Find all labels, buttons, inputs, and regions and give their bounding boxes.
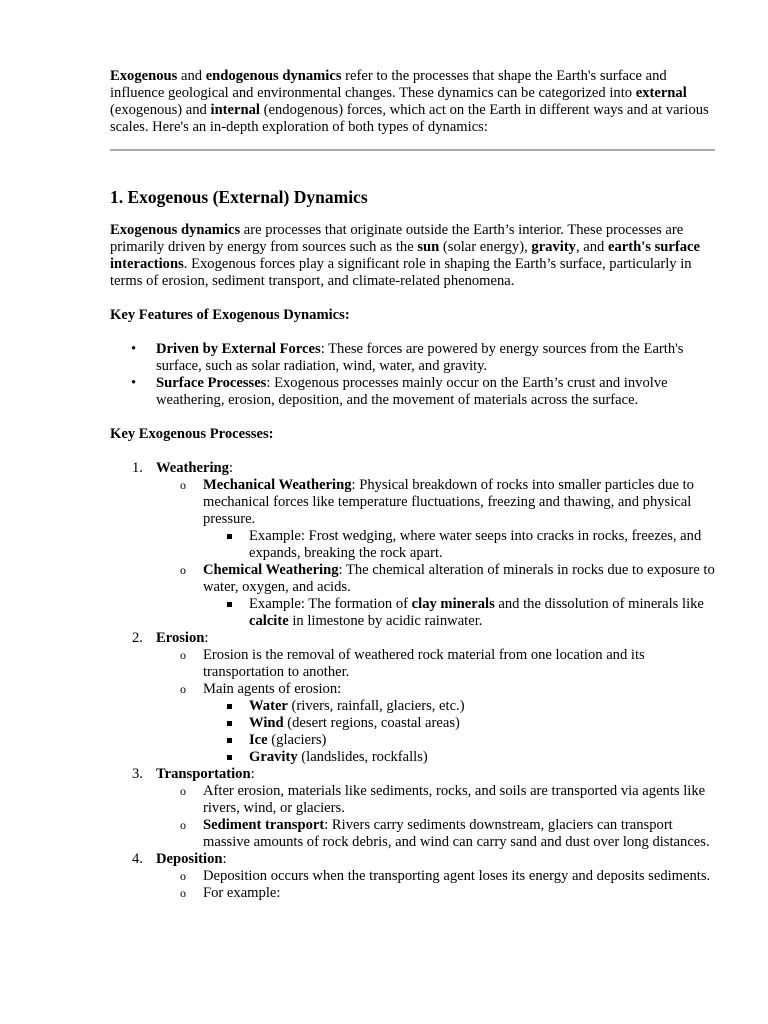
section-paragraph: Exogenous dynamics are processes that originate outside the Earth’s interior. These processes are primarily driven by energy from sources such as the sun (solar energy), gravity, and earth's surface interactions. Exogenous forces play a significant role in shaping the Earth’s surface, particularly in terms of erosion, sediment transport, and climate-related phenomena. bbox=[110, 222, 701, 289]
term-internal: internal bbox=[210, 102, 260, 118]
horizontal-divider bbox=[110, 149, 715, 151]
features-heading: Key Features of Exogenous Dynamics: bbox=[110, 307, 350, 323]
features-list bbox=[110, 341, 715, 409]
list-number: 3. bbox=[132, 766, 143, 782]
list-item: Example: Frost wedging, where water seeps into cracks in rocks, freezes, and expands, breaking the rock apart. bbox=[249, 528, 715, 562]
list-item: • Surface Processes: Exogenous processes mainly occur on the Earth’s crust and involve weathering, erosion, deposition, and the movement of materials across the surface. bbox=[156, 375, 715, 409]
process-erosion: 2. Erosion: o Erosion is the removal of weathered rock material from one location and its transportation to another. o Main agents of erosion: Water (rivers, rainfall, glaciers, etc.) Wind (desert regions, coastal areas) Ice (glaciers) Gravity (landslides, rockfalls) bbox=[156, 630, 715, 766]
list-item: o Erosion is the removal of weathered rock material from one location and its transportation to another. bbox=[203, 647, 715, 681]
list-number: 2. bbox=[132, 630, 143, 646]
list-item: Water (rivers, rainfall, glaciers, etc.) bbox=[249, 698, 715, 715]
sub-list bbox=[156, 477, 715, 630]
process-weathering: 1. Weathering: o Mechanical Weathering: Physical breakdown of rocks into smaller particles due to mechanical forces like temperature fluctuations, freezing and thawing, and physical pressure. Example: Frost wedging, where water seeps into cracks in rocks, freezes, and expands, breaking the rock apart. o Chemical Weathering: The chemical alteration of minerals in rocks due to exposure to water, oxygen, and acids. Example: The formation of clay minerals and the dissolution of minerals like calcite in limestone by acidic rainwater. bbox=[156, 460, 715, 630]
list-item: o Mechanical Weathering: Physical breakdown of rocks into smaller particles due to mechanical forces like temperature fluctuations, freezing and thawing, and physical pressure. Example: Frost wedging, where water seeps into cracks in rocks, freezes, and expands, breaking the rock apart. bbox=[203, 477, 715, 562]
list-item: o Sediment transport: Rivers carry sediments downstream, glaciers can transport massive amounts of rock debris, and wind can carry sand and dust over long distances. bbox=[203, 817, 715, 851]
list-item: o After erosion, materials like sediments, rocks, and soils are transported via agents like rivers, wind, or glaciers. bbox=[203, 783, 715, 817]
term-external: external bbox=[635, 85, 687, 101]
processes-heading: Key Exogenous Processes: bbox=[110, 426, 274, 442]
section-heading: 1. Exogenous (External) Dynamics bbox=[110, 187, 368, 207]
agents-list bbox=[203, 698, 715, 766]
list-item: Gravity (landslides, rockfalls) bbox=[249, 749, 715, 766]
list-item: o Chemical Weathering: The chemical alteration of minerals in rocks due to exposure to water, oxygen, and acids. Example: The formation of clay minerals and the dissolution of minerals like calcite in limestone by acidic rainwater. bbox=[203, 562, 715, 630]
list-item: o Deposition occurs when the transporting agent loses its energy and deposits sediments. bbox=[203, 868, 715, 885]
sub-list bbox=[156, 647, 715, 766]
list-item: Example: The formation of clay minerals and the dissolution of minerals like calcite in limestone by acidic rainwater. bbox=[249, 596, 715, 630]
list-number: 1. bbox=[132, 460, 143, 476]
processes-list bbox=[110, 460, 715, 902]
example-list bbox=[203, 596, 715, 630]
document-page bbox=[110, 68, 715, 902]
term-endogenous-dynamics: endogenous dynamics bbox=[205, 68, 342, 84]
sub-list bbox=[156, 783, 715, 851]
list-item: • Driven by External Forces: These forces are powered by energy sources from the Earth's surface, such as solar radiation, wind, water, and gravity. bbox=[156, 341, 715, 375]
process-deposition: 4. Deposition: o Deposition occurs when the transporting agent loses its energy and deposits sediments. o For example: bbox=[156, 851, 715, 902]
list-item: o For example: bbox=[203, 885, 715, 902]
list-item: Wind (desert regions, coastal areas) bbox=[249, 715, 715, 732]
list-item: o Main agents of erosion: Water (rivers, rainfall, glaciers, etc.) Wind (desert regions, coastal areas) Ice (glaciers) Gravity (landslides, rockfalls) bbox=[203, 681, 715, 766]
term-exogenous: Exogenous bbox=[110, 68, 178, 84]
list-number: 4. bbox=[132, 851, 143, 867]
sub-list bbox=[156, 868, 715, 902]
intro-paragraph: Exogenous and endogenous dynamics refer to the processes that shape the Earth's surface and influence geological and environmental changes. These dynamics can be categorized into external (exogenous) and internal (endogenous) forces, which act on the Earth in different ways and at various scales. Here's an in-depth exploration of both types of dynamics: bbox=[110, 68, 709, 135]
example-list bbox=[203, 528, 715, 562]
process-transportation: 3. Transportation: o After erosion, materials like sediments, rocks, and soils are transported via agents like rivers, wind, or glaciers. o Sediment transport: Rivers carry sediments downstream, glaciers can transport massive amounts of rock debris, and wind can carry sand and dust over long distances. bbox=[156, 766, 715, 851]
list-item: Ice (glaciers) bbox=[249, 732, 715, 749]
